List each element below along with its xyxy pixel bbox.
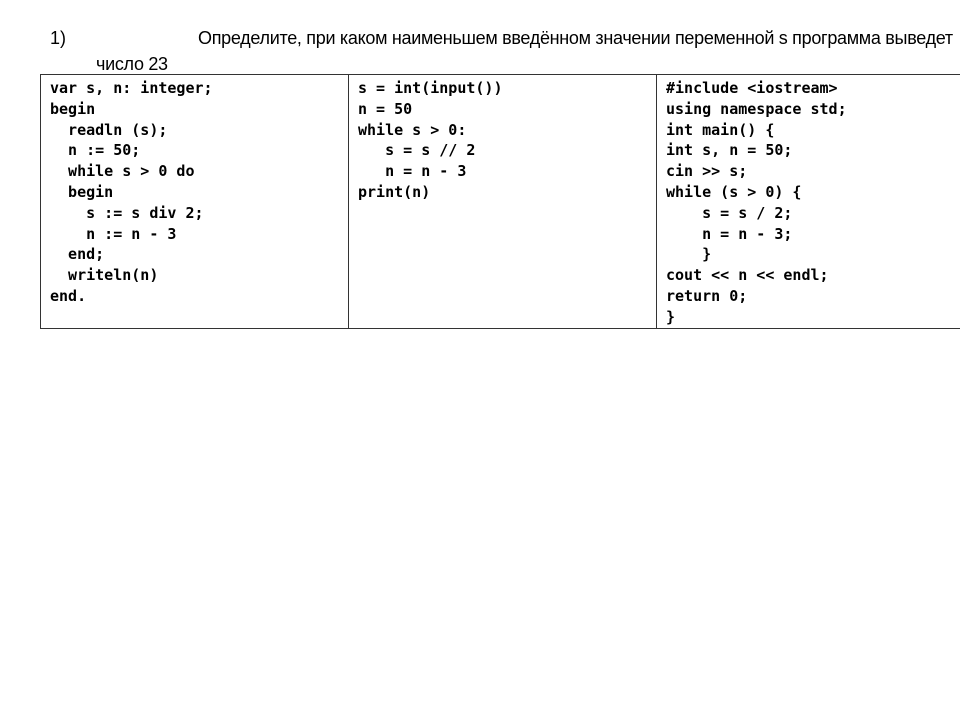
- code-table-row: [41, 75, 960, 329]
- task-statement-continuation: число 23: [96, 54, 168, 74]
- pascal-cell: [41, 75, 349, 329]
- pascal-code: var s, n: integer; begin readln (s); n := 50; while s > 0 do begin s := s div 2; n := n - 3 end; writeln(n) end.: [50, 79, 213, 305]
- cpp-code: #include <iostream> using namespace std; int main() { int s, n = 50; cin >> s; while (s > 0) { s = s / 2; n = n - 3; } cout << n << endl; return 0; }: [666, 79, 847, 326]
- task-statement: Определите, при каком наименьшем введённом значении переменной s программа выведет: [198, 28, 953, 48]
- python-code: s = int(input()) n = 50 while s > 0: s = s // 2 n = n - 3 print(n): [358, 79, 503, 201]
- code-table: [40, 74, 960, 329]
- cpp-cell: [657, 75, 960, 329]
- task-number: 1): [50, 28, 67, 48]
- python-cell: [349, 75, 657, 329]
